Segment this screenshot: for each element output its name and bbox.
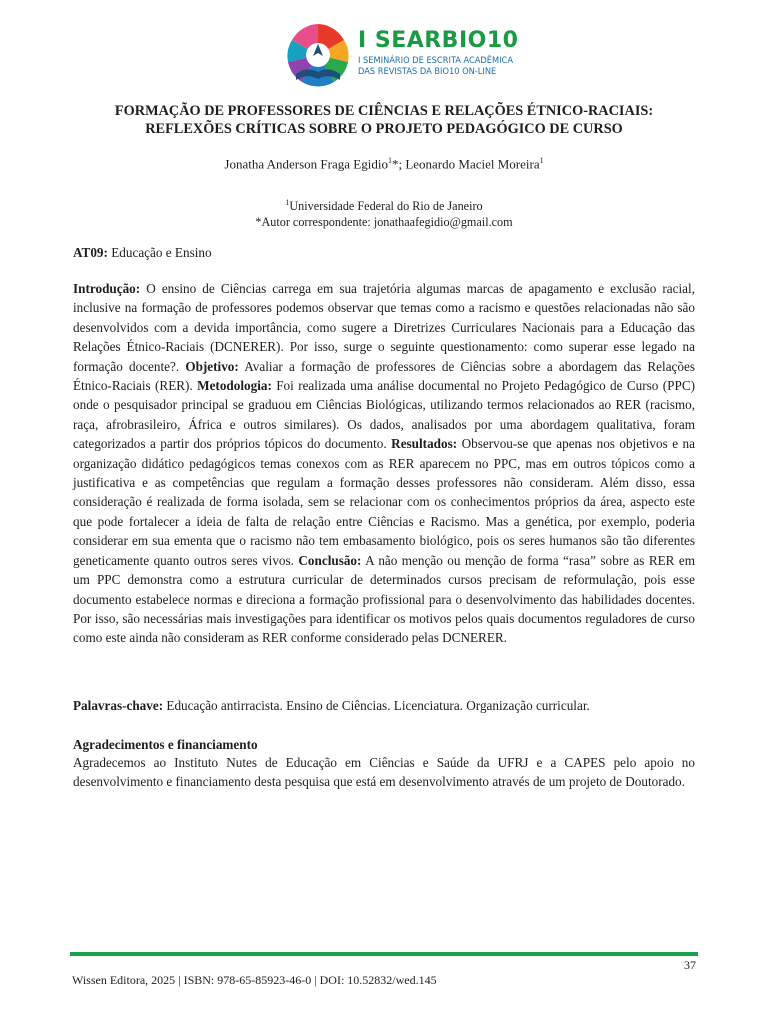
footer-citation: Wissen Editora, 2025 | ISBN: 978-65-85923-46-0 | DOI: 10.52832/wed.145 bbox=[72, 973, 437, 987]
page-number: 37 bbox=[684, 958, 696, 972]
author-name: Jonatha Anderson Fraga Egidio bbox=[224, 156, 388, 172]
objective-text: Avaliar a formação de professores de Ciências sobre a abordagem das Relações Étnico-Raciais (RER). bbox=[73, 358, 695, 394]
author-name: Leonardo Maciel Moreira bbox=[405, 156, 540, 172]
results-label: Resultados: bbox=[391, 436, 458, 452]
intro-label: Introdução: bbox=[73, 281, 141, 296]
methodology-label: Metodologia: bbox=[197, 378, 272, 394]
keywords bbox=[73, 696, 695, 715]
thematic-area bbox=[73, 243, 695, 262]
acknowledgments-text: Agradecemos ao Instituto Nutes de Educação em Ciências e Saúde da UFRJ e a CAPES pelo apoio no desenvolvimento e financiamento desta pesquisa que está em desenvolvimento através de um projeto de Doutorado. bbox=[73, 755, 695, 790]
thematic-area-label: AT09: bbox=[73, 245, 108, 260]
conclusion-label: Conclusão: bbox=[298, 552, 362, 568]
corresponding-marker: *; bbox=[391, 156, 406, 172]
acknowledgments-heading: Agradecimentos e financiamento bbox=[73, 737, 258, 752]
affiliation-marker: 1 bbox=[285, 198, 290, 207]
affiliation-block bbox=[70, 195, 698, 230]
title-line: REFLEXÕES CRÍTICAS SOBRE O PROJETO PEDAGÓGICO DE CURSO bbox=[145, 121, 623, 137]
keywords-label: Palavras-chave: bbox=[73, 698, 164, 713]
author-affiliation-marker: 1 bbox=[387, 156, 392, 165]
logo-name: I SEARBIO10 bbox=[358, 28, 519, 53]
conclusion-text: A não menção ou menção de forma “rasa” sobre as RER em um PPC demonstra como a estrutura curricular de determinados cursos precisam de reformulação, pois esse documento estabelece normas e direciona a formação profissional para o desenvolvimento das habilidades docentes. Por isso, são necessárias mais investigações para identificar os motivos pelos quais documentos reguladores de curso como este ainda não consideram as RER conforme considerado pelas DCNERER. bbox=[73, 552, 696, 646]
objective-label: Objetivo: bbox=[185, 358, 239, 374]
institution: Universidade Federal do Rio de Janeiro bbox=[289, 199, 483, 214]
paper-title bbox=[70, 102, 698, 138]
event-logo bbox=[282, 22, 519, 88]
author-list bbox=[70, 156, 698, 172]
title-line: FORMAÇÃO DE PROFESSORES DE CIÊNCIAS E RELAÇÕES ÉTNICO-RACIAIS: bbox=[114, 103, 654, 119]
intro-text: O ensino de Ciências carrega em sua trajetória algumas marcas de apagamento e exclusão racial, inclusive na formação de professores podemos observar que temas como a racismo e questões relacionadas não são desenvolvidos com a devida importância, como sugere a Diretrizes Curriculares Nacionais para a Educação das Relações Étnico-Raciais (DCNERER). Por isso, surge o seguinte questionamento: como superar esse legado na formação docente?. bbox=[73, 281, 695, 374]
results-text: Observou-se que apenas nos objetivos e na organização didático pedagógicos temas conexos com as RER aparecem no PPC, mas em outros tópicos como a justificativa e as competências que regulam a formação desses professores não consideram. Além disso, essa consideração é realizada de forma isolada, sem se relacionar com os conhecimentos próprios da área, aspecto este que pode fortalecer a ideia de falta de relação entre Ciências e Racismo. Mas a genética, por exemplo, poderia considerar em sua ementa que o racismo não tem embasamento biológico, pois os seres humanos são tão diferentes geneticamente quanto outros seres vivos. bbox=[73, 436, 696, 568]
keywords-value: Educação antirracista. Ensino de Ciências. Licenciatura. Organização curricular. bbox=[163, 698, 590, 713]
corresponding-author: *Autor correspondente: jonathaafegidio@gmail.com bbox=[255, 214, 513, 229]
logo-subtitle-line: DAS REVISTAS DA BIO10 ON-LINE bbox=[358, 66, 497, 77]
footer-divider bbox=[70, 952, 698, 956]
thematic-area-value: Educação e Ensino bbox=[107, 245, 212, 260]
affiliation-line bbox=[70, 195, 698, 215]
logo-emblem-icon bbox=[282, 22, 354, 88]
abstract bbox=[73, 279, 695, 648]
methodology-text: Foi realizada uma análise documental no Projeto Pedagógico de Curso (PPC) onde o pesquisador principal se graduou em Ciências Biológicas, utilizando termos relacionados ao RER (racismo, raça, afrobrasileiro, África e outros similares). Os dados, analisados por uma abordagem qualitativa, foram categorizados a partir dos próprios tópicos do documento. bbox=[73, 378, 696, 452]
logo-subtitle-line: I SEMINÁRIO DE ESCRITA ACADÊMICA bbox=[358, 55, 513, 66]
logo-subtitle bbox=[358, 55, 513, 77]
author-affiliation-marker: 1 bbox=[539, 156, 544, 165]
